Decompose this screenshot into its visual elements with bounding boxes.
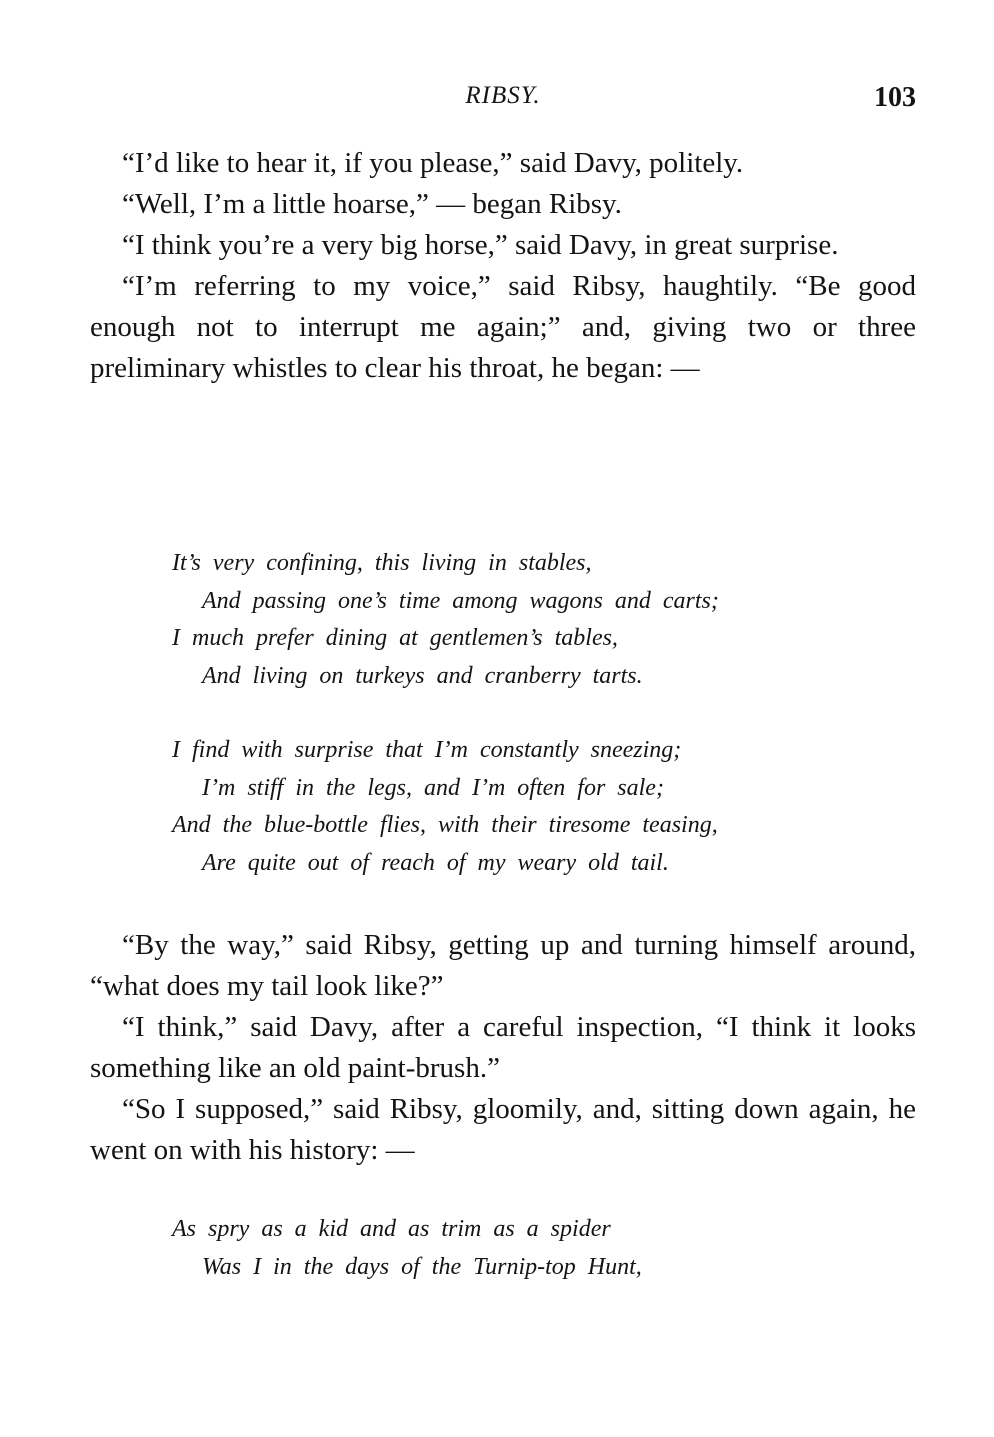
verse-line: As spry as a kid and as trim as a spider — [172, 1216, 611, 1242]
paragraph: “So I supposed,” said Ribsy, gloomily, and, sitting down again, he went on with his history: — — [90, 1093, 916, 1166]
paragraph: “I’d like to hear it, if you please,” said Davy, politely. — [122, 147, 744, 179]
verse-line: I find with surprise that I’m constantly sneezing; — [172, 737, 682, 763]
verse-line: And the blue-bottle flies, with their tiresome teasing, — [172, 812, 718, 838]
page-header — [90, 82, 916, 122]
verse-line: I’m stiff in the legs, and I’m often for sale; — [202, 774, 664, 801]
verse-line: I much prefer dining at gentlemen’s tables, — [172, 625, 618, 651]
prose-block-2 — [90, 925, 916, 1171]
paragraph: “I think you’re a very big horse,” said Davy, in great surprise. — [122, 229, 839, 261]
running-title: RIBSY. — [465, 82, 541, 109]
verse-line: And living on turkeys and cranberry tarts. — [202, 662, 643, 689]
verse-line: And passing one’s time among wagons and carts; — [202, 587, 719, 614]
poem-stanza-2 — [172, 732, 872, 882]
paragraph: “I think,” said Davy, after a careful inspection, “I think it looks something like an old paint-brush.” — [90, 1011, 916, 1084]
paragraph: “I’m referring to my voice,” said Ribsy, haughtily. “Be good enough not to interrupt me again;” and, giving two or three preliminary whistles to clear his throat, he began: — — [90, 270, 916, 384]
verse-line: Are quite out of reach of my weary old tail. — [202, 849, 669, 876]
poem-stanza-1 — [172, 545, 872, 695]
page-number: 103 — [874, 82, 916, 113]
verse-line: It’s very confining, this living in stables, — [172, 550, 592, 576]
paragraph: “Well, I’m a little hoarse,” — began Ribsy. — [122, 188, 622, 220]
prose-block-1 — [90, 143, 916, 389]
poem-stanza-3 — [172, 1211, 872, 1286]
paragraph: “By the way,” said Ribsy, getting up and turning himself around, “what does my tail look like?” — [90, 929, 916, 1002]
verse-line: Was I in the days of the Turnip-top Hunt, — [202, 1253, 642, 1280]
